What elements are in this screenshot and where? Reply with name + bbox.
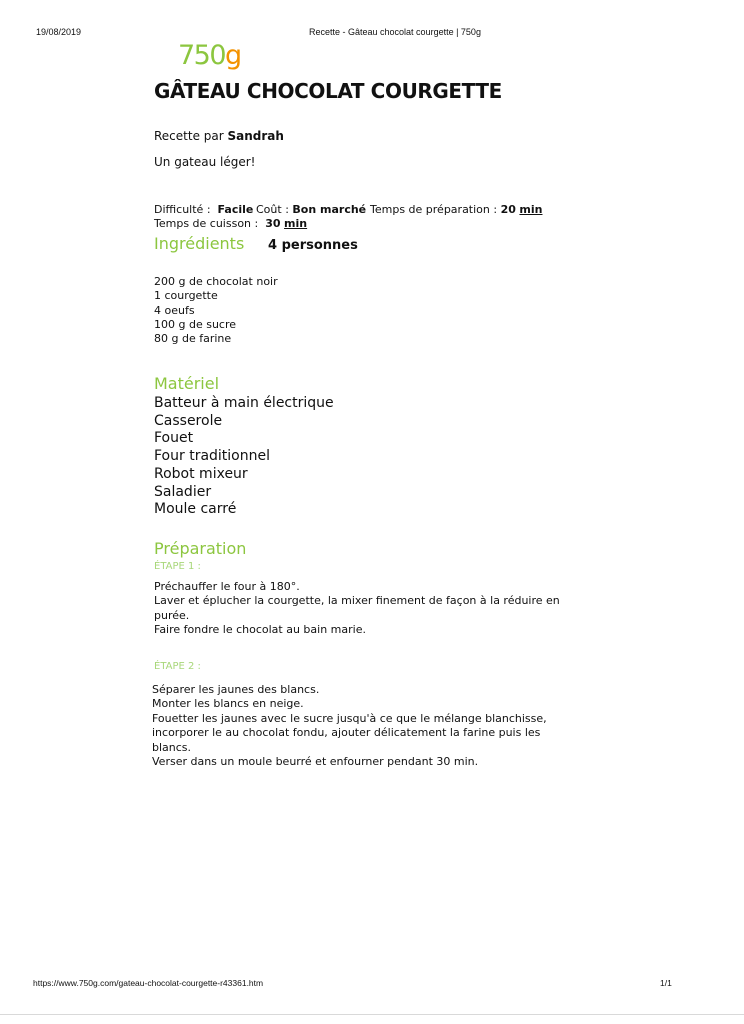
servings: 4 personnes [268, 238, 358, 253]
materiel-item: Saladier [154, 483, 212, 500]
ingredient-item: 4 oeufs [154, 303, 195, 317]
cost-label: Coût : [256, 203, 289, 216]
ingredients-list [154, 275, 278, 346]
prep-time-unit: min [519, 203, 543, 216]
page-url: https://www.750g.com/gateau-chocolat-courgette-r43361.htm [33, 978, 264, 988]
step-1-label: ÉTAPE 1 : [154, 561, 201, 572]
recipe-title: GÂTEAU CHOCOLAT COURGETTE [154, 79, 502, 103]
ingredient-item: 1 courgette [154, 289, 218, 303]
materiel-list [154, 395, 334, 519]
author-name: Sandrah [227, 129, 284, 143]
page-number: 1/1 [660, 978, 672, 988]
recipe-author-line [154, 129, 284, 143]
materiel-item: Casserole [154, 412, 223, 429]
step-line: Séparer les jaunes des blancs. [152, 683, 320, 696]
step-line: Préchauffer le four à 180°. [154, 580, 300, 593]
prep-time-value: 20 [500, 203, 516, 216]
site-logo [178, 40, 241, 71]
materiel-item: Batteur à main électrique [154, 395, 334, 411]
materiel-item: Four traditionnel [154, 448, 270, 465]
step-line: Faire fondre le chocolat au bain marie. [154, 623, 366, 637]
step-line: incorporer le au chocolat fondu, ajouter délicatement la farine puis les [152, 726, 541, 740]
ingredient-item: 100 g de sucre [154, 317, 237, 331]
step-line: blancs. [152, 740, 192, 754]
prep-time [370, 203, 542, 216]
logo-number: 750 [178, 40, 226, 71]
scan-edge-divider [0, 1014, 744, 1015]
step-line: Fouetter les jaunes avec le sucre jusqu'à ce que le mélange blanchisse, [152, 711, 547, 725]
difficulty [154, 203, 253, 216]
ingredient-item: 200 g de chocolat noir [154, 275, 278, 288]
difficulty-value: Facile [217, 203, 254, 216]
cook-time-value: 30 [265, 217, 281, 230]
materiel-item: Fouet [154, 430, 194, 447]
cost-value: Bon marché [292, 203, 367, 216]
difficulty-label: Difficulté : [154, 203, 211, 216]
step-line: purée. [154, 608, 190, 622]
step-2-label: ÉTAPE 2 : [154, 661, 201, 672]
step-1-text [154, 580, 560, 638]
print-date: 19/08/2019 [36, 27, 82, 37]
cook-time-unit: min [284, 217, 308, 230]
materiel-item: Robot mixeur [154, 465, 248, 482]
step-line: Monter les blancs en neige. [152, 697, 304, 711]
ingredients-heading: Ingrédients [154, 234, 245, 253]
print-page-title: Recette - Gâteau chocolat courgette | 750g [309, 27, 481, 37]
cost [256, 203, 366, 216]
cook-time [154, 217, 307, 230]
ingredient-item: 80 g de farine [154, 332, 232, 346]
recipe-description: Un gateau léger! [154, 155, 256, 169]
preparation-heading: Préparation [154, 539, 247, 558]
author-prefix: Recette par [154, 129, 228, 143]
materiel-heading: Matériel [154, 374, 220, 393]
step-2-text [152, 683, 547, 769]
cook-time-label: Temps de cuisson : [154, 217, 259, 230]
step-line: Verser dans un moule beurré et enfourner pendant 30 min. [152, 755, 479, 769]
prep-time-label: Temps de préparation : [370, 203, 498, 216]
logo-letter: g [225, 40, 241, 71]
materiel-item: Moule carré [154, 501, 237, 518]
step-line: Laver et éplucher la courgette, la mixer finement de façon à la réduire en [154, 594, 560, 608]
